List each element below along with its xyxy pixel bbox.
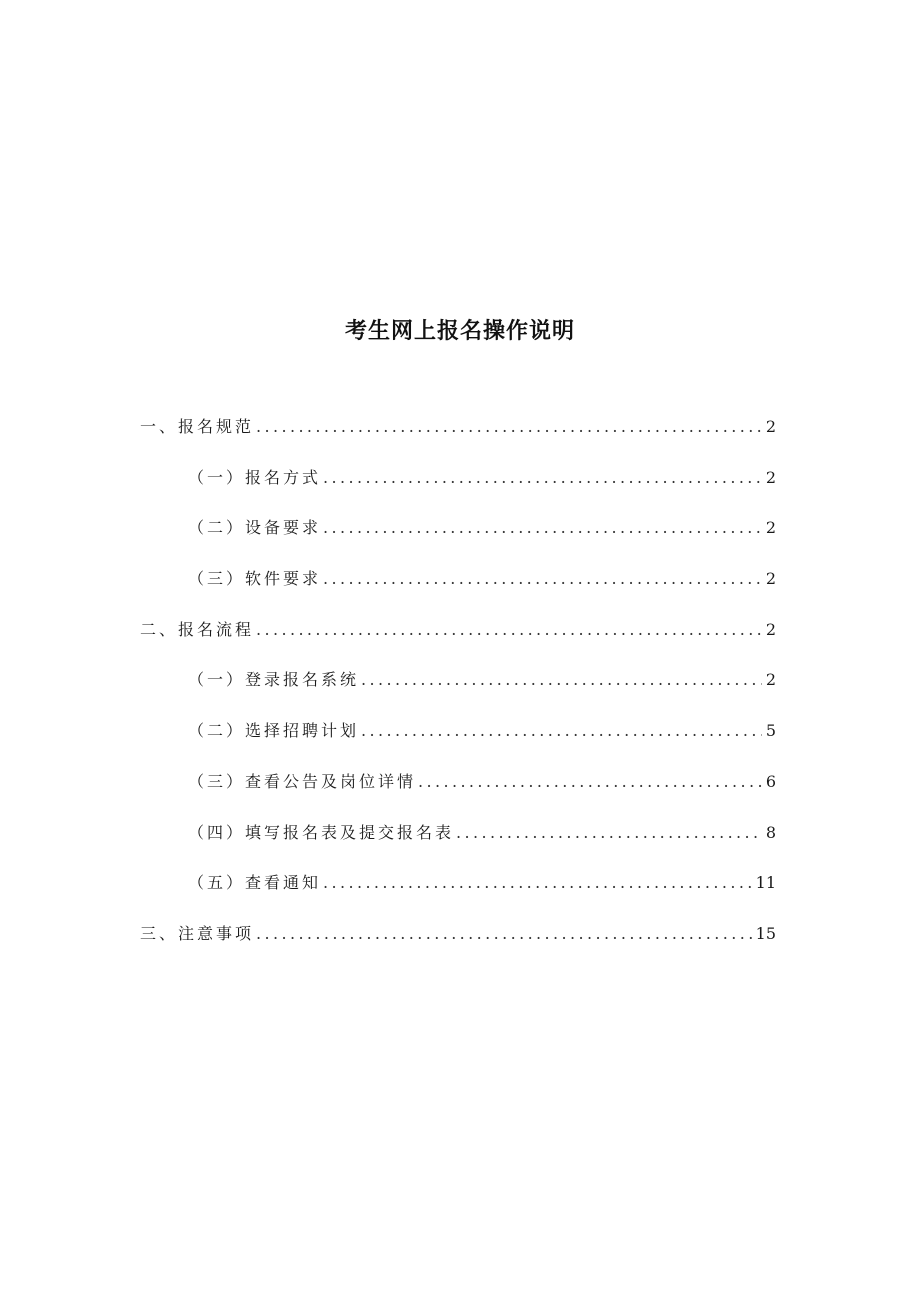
- toc-dot-leader: [361, 670, 762, 689]
- toc-entry[interactable]: [140, 820, 776, 871]
- toc-entry-label: （三）查看公告及岗位详情: [188, 771, 417, 791]
- toc-page-number: 11: [755, 873, 776, 893]
- toc-entry-label: （二）设备要求: [188, 518, 322, 538]
- toc-entry-label: （四）填写报名表及提交报名表: [188, 822, 455, 842]
- toc-page-number: 2: [765, 417, 776, 436]
- toc-dot-leader: [418, 772, 762, 791]
- table-of-contents: [140, 414, 776, 972]
- toc-entry-label: 一、报名规范: [140, 417, 255, 436]
- toc-entry[interactable]: [140, 515, 776, 566]
- toc-page-number: 2: [765, 619, 776, 639]
- toc-dot-leader: [323, 468, 762, 487]
- toc-page-number: 2: [765, 518, 776, 538]
- toc-entry-label: （二）选择招聘计划: [188, 721, 360, 741]
- toc-entry-label: 三、注意事项: [140, 923, 255, 943]
- toc-dot-leader: [256, 924, 752, 943]
- toc-entry[interactable]: [140, 617, 776, 668]
- toc-page-number: 2: [765, 569, 776, 589]
- toc-entry[interactable]: [140, 870, 776, 921]
- toc-page-number: 5: [765, 721, 776, 741]
- toc-entry-label: （五）查看通知: [188, 873, 322, 893]
- toc-dot-leader: [323, 873, 752, 892]
- toc-page-number: 2: [765, 670, 776, 690]
- toc-entry-label: （一）报名方式: [188, 467, 322, 487]
- toc-entry-label: （三）软件要求: [188, 569, 322, 589]
- toc-entry-label: （一）登录报名系统: [188, 670, 360, 690]
- toc-entry[interactable]: [140, 414, 776, 465]
- toc-page-number: 15: [755, 923, 776, 943]
- toc-page-number: 8: [765, 822, 776, 842]
- toc-dot-leader: [323, 569, 762, 588]
- toc-entry[interactable]: [140, 667, 776, 718]
- toc-dot-leader: [256, 417, 762, 436]
- toc-entry[interactable]: [140, 566, 776, 617]
- toc-entry[interactable]: [140, 465, 776, 516]
- toc-entry[interactable]: [140, 769, 776, 820]
- toc-page-number: 6: [765, 771, 776, 791]
- toc-entry-label: 二、报名流程: [140, 619, 255, 639]
- toc-dot-leader: [256, 620, 762, 639]
- toc-dot-leader: [456, 823, 762, 842]
- document-title: 考生网上报名操作说明: [344, 319, 575, 344]
- toc-entry[interactable]: [140, 921, 776, 972]
- toc-entry[interactable]: [140, 718, 776, 769]
- toc-page-number: 2: [765, 467, 776, 487]
- toc-dot-leader: [323, 518, 762, 537]
- toc-dot-leader: [361, 721, 762, 740]
